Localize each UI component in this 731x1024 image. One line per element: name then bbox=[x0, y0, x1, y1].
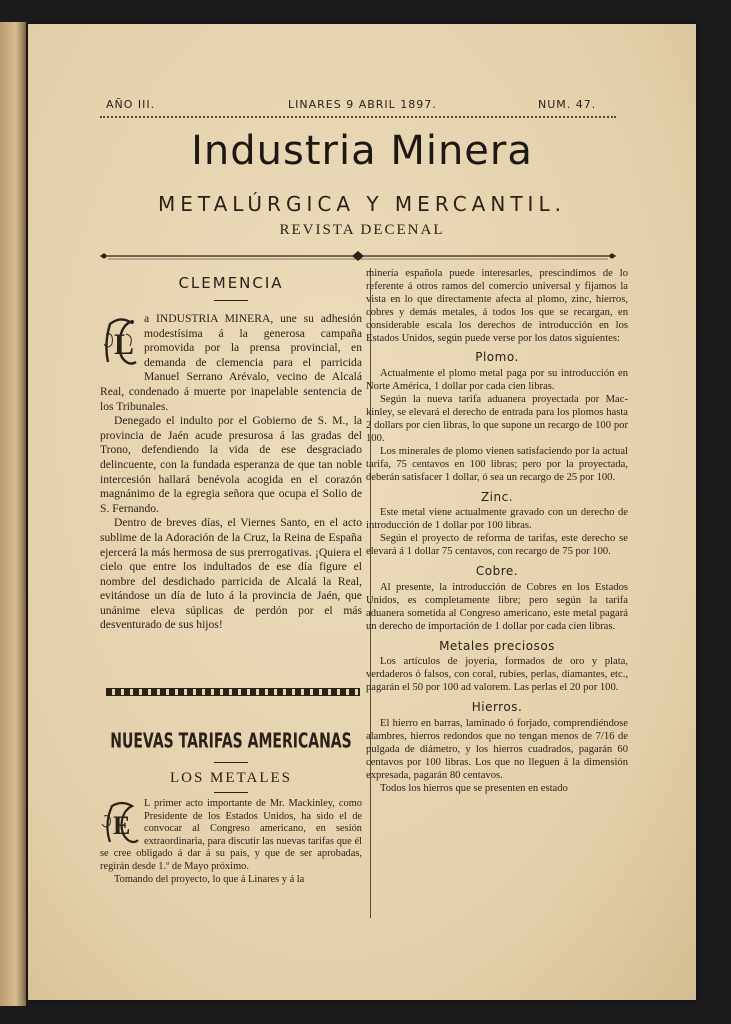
metales-preciosos-heading: Metales preciosos bbox=[439, 638, 555, 653]
newspaper-subtitle: METALÚRGICA Y MERCANTIL. bbox=[158, 192, 566, 216]
metales-preciosos-paragraph-1: Los artículos de joyería, formados de oro y plata, verdaderos ó falsos, con coral, rubíes, perlas, diamantes, etc., pagarán el 50 por 100 ad valorem. Las perlas el 20 por 100. bbox=[366, 656, 628, 694]
hierros-paragraph-2: Todos los hierros que se presenten en estado bbox=[380, 782, 568, 794]
adjacent-page-edge bbox=[0, 22, 26, 1006]
issue-number: NUM. 47. bbox=[538, 98, 597, 111]
nuevas-tarifas-article bbox=[100, 798, 362, 886]
zinc-heading: Zinc. bbox=[480, 489, 514, 504]
clemencia-heading: CLEMENCIA bbox=[178, 274, 284, 292]
clemencia-article bbox=[100, 312, 362, 633]
clemencia-paragraph-3: Dentro de breves días, el Viernes Santo, en el acto sublime de la Adoración de la Cruz, la Reina de España ejercerá la más hermosa de sus prerrogativas. ¡Quiera el cielo que entre los indultados de ese día figure el nombre del desdichado parricida de Alcalá la Real, evitándose un día de luto á la provincia de Jaén, que unánime eleva súplicas de perdón por el más desventurado de sus hijos! bbox=[100, 516, 362, 632]
cobre-heading: Cobre. bbox=[475, 564, 519, 579]
issue-year: AÑO III. bbox=[106, 98, 156, 111]
cobre-paragraph-1: Al presente, la introducción de Cobres en los Estados Unidos, es completamente libre; pero según la tarifa aduanera sometida al Congreso americano, este metal pagará un derecho de importación de 1 dollar por cada cien libras. bbox=[366, 581, 628, 632]
drop-letter-l: L bbox=[114, 328, 135, 361]
plomo-paragraph-1: Actualmente el plomo metal paga por su introducción en Norte América, 1 dollar por cada cien libras. bbox=[366, 368, 628, 393]
tariffs-column bbox=[366, 268, 628, 796]
zinc-paragraph-2: Según el proyecto de reforma de tarifas, este derecho se elevará á 1 dollar 75 centavos, con recargo de 75 por 100. bbox=[366, 533, 628, 558]
zinc-paragraph-1: Este metal viene actualmente gravado con un derecho de introducción de 1 dollar por 100 libras. bbox=[366, 507, 628, 532]
clemencia-short-rule bbox=[214, 300, 248, 301]
newspaper-title: Industria Minera bbox=[191, 128, 533, 174]
hierros-heading: Hierros. bbox=[471, 700, 523, 715]
place-date: LINARES 9 ABRIL 1897. bbox=[288, 98, 437, 111]
ornamental-rule bbox=[100, 250, 616, 262]
ornamental-initial-e bbox=[100, 798, 140, 848]
plomo-heading: Plomo. bbox=[475, 350, 519, 365]
plomo-paragraph-3: Los minerales de plomo vienen satisfaciendo por la actual tarifa, 75 centavos en 100 libras; pero por la proyectada, deberán satisfacer 1 dollar, ó sea un recargo de 25 por 100. bbox=[366, 445, 628, 483]
nuevas-short-rule bbox=[214, 762, 248, 763]
hierros-paragraph-1: El hierro en barras, laminado ó forjado, comprendiéndose alambres, hierros redondos que no tengan menos de 7/16 de pulgada de diámetro, y los hierros cuadrados, pagarán 60 centavos por 100 libras. Los que no lleguen á la dimensión expresada, pagarán 80 centavos. bbox=[366, 718, 628, 781]
metales-short-rule bbox=[214, 792, 248, 793]
clemencia-paragraph-2: Denegado el indulto por el Gobierno de S. M., la provincia de Jaén acude presurosa á las gradas del Trono, defendiendo la vida de ese desgraciado delincuente, con la fundada esperanza de que tan noble intercesión hallará benévola acogida en el corazón magnánimo de la egregia señora que ocupa el Solio de S. Fernando. bbox=[100, 414, 362, 515]
plomo-paragraph-2: Según la nueva tarifa aduanera proyectada por Mac-kinley, se elevará el derecho de entrada para los plomos hasta 2 dollars por cien libras, lo que supone un recargo de 100 por 100. bbox=[366, 394, 628, 444]
ornamental-initial-l bbox=[100, 314, 140, 372]
clemencia-paragraph-1: a INDUSTRIA MINERA, une su adhesión modestísima á la generosa campaña promovida por la prensa provincial, en demanda de clemencia para el parricida Manuel Serrano Arévalo, vecino de Alcalá Real, condenado á muerte por inapelable sentencia de los Tribunales. bbox=[100, 312, 362, 413]
drop-letter-e: E bbox=[113, 811, 131, 840]
nuevas-paragraph-2: Tomando del proyecto, lo que á Linares y á la bbox=[114, 873, 305, 885]
masthead-dotted-rule bbox=[100, 116, 616, 118]
nuevas-paragraph-1: L primer acto importante de Mr. Mackinley, como Presidente de los Estados Unidos, ha sido el de convocar al Congreso americano, en sesión extraordinaria, para discutir las nuevas tarifas que él se cree obligado á dar á su país, y que de ser aprobadas, regirán desde 1.º de Mayo próximo. bbox=[100, 798, 362, 872]
los-metales-subheading: LOS METALES bbox=[169, 770, 293, 786]
revista-label: REVISTA DECENAL bbox=[279, 222, 445, 238]
newspaper-page bbox=[28, 24, 696, 1000]
section-separator-rule bbox=[106, 688, 360, 696]
nuevas-tarifas-heading: NUEVAS TARIFAS AMERICANAS bbox=[110, 730, 352, 754]
col2-intro: minería española puede interesarles, prescindimos de lo referente á otros ramos del comercio universal y fijamos la vista en lo que directamente afecta al plomo, zinc, hierros, cobres y demás metales, á todos los que se recargan, en considerable escala los derechos de introducción en los Estados Unidos, según puede verse por los datos siguientes: bbox=[366, 268, 628, 344]
